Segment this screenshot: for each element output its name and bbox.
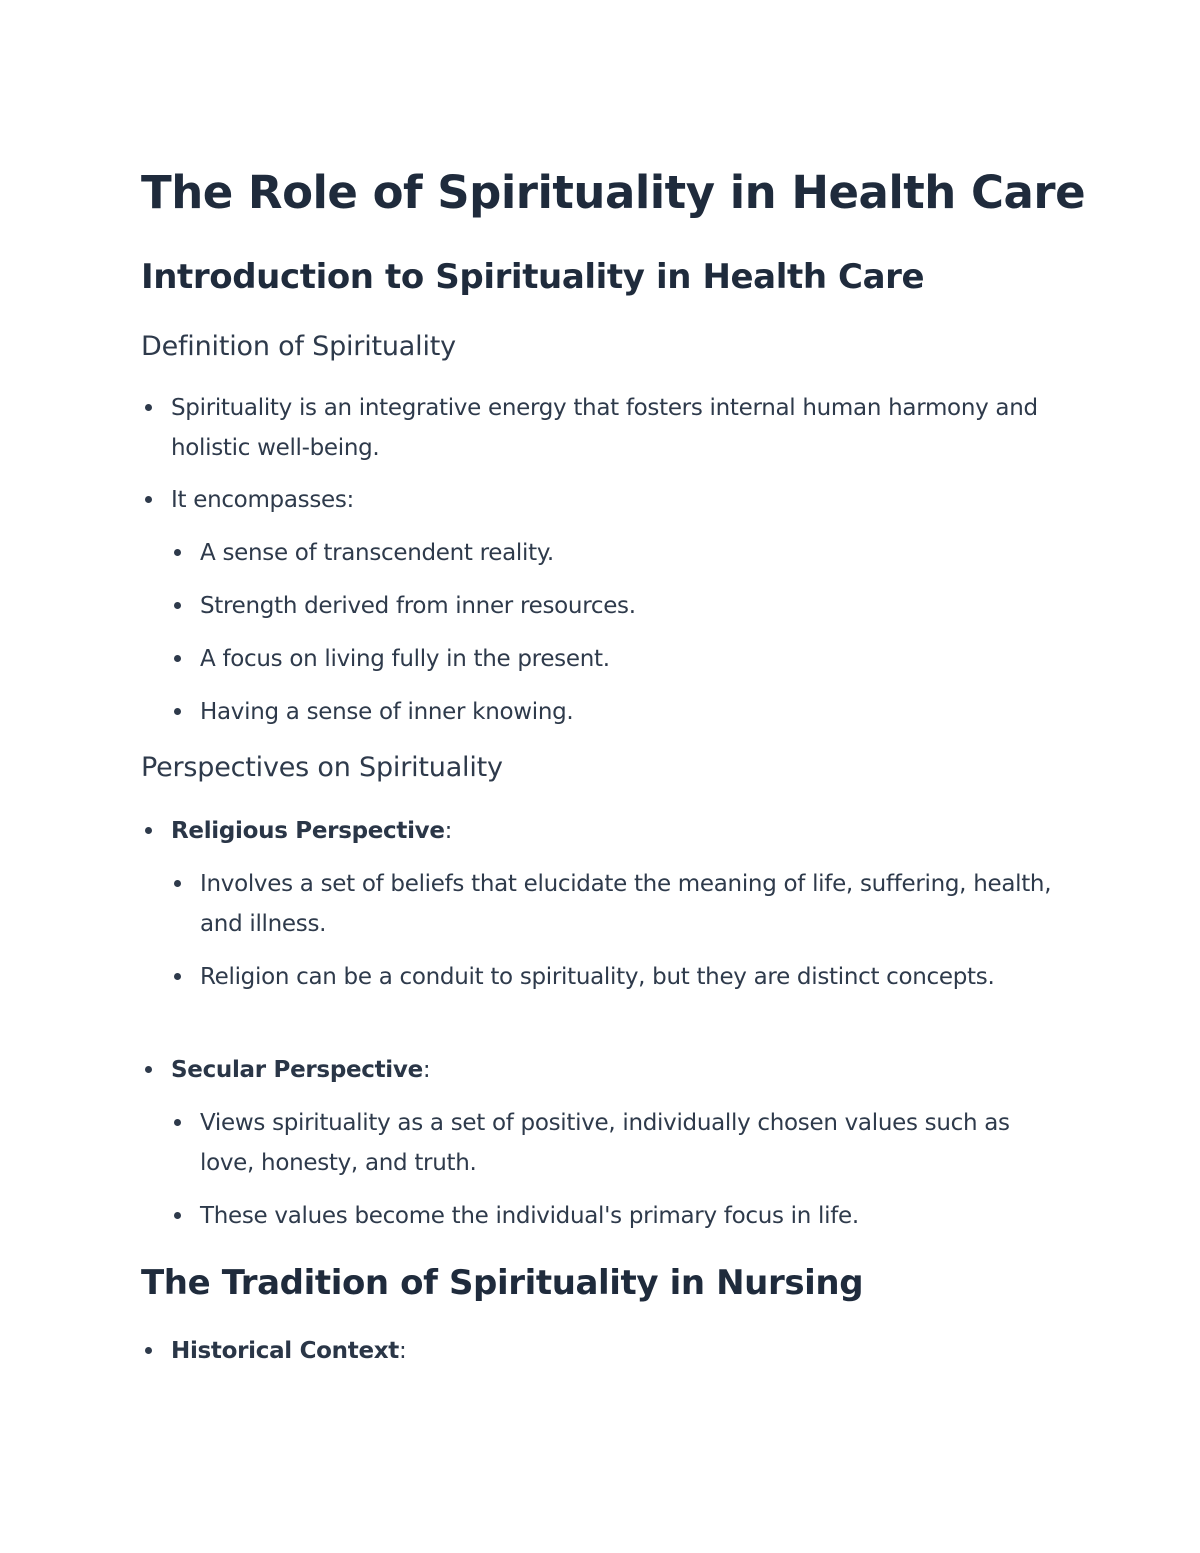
sub-list-item <box>200 692 1060 732</box>
list-item <box>171 388 1061 468</box>
bullet-icon <box>145 1347 152 1354</box>
bullet-icon <box>145 404 152 411</box>
list-item-text: A focus on living fully in the present. <box>200 646 610 672</box>
list-item <box>171 480 1061 520</box>
list-item-text: Involves a set of beliefs that elucidate the meaning of life, suffering, health, and illness. <box>200 871 1052 937</box>
bullet-icon <box>174 602 181 609</box>
bullet-icon <box>174 880 181 887</box>
list-item: Religious Perspective: <box>171 811 1061 851</box>
sub-list-item <box>200 1103 1060 1183</box>
bullet-icon <box>174 973 181 980</box>
list-item: Secular Perspective: <box>171 1050 1061 1090</box>
list-item-text: Religion can be a conduit to spirituality, but they are distinct concepts. <box>200 964 995 990</box>
subheading-definition: Definition of Spirituality <box>141 331 456 362</box>
list-item-text: Spirituality is an integrative energy that fosters internal human harmony and holistic well-being. <box>171 395 1038 461</box>
sub-list-item <box>200 533 1060 573</box>
religious-perspective-label: Religious Perspective <box>171 818 445 844</box>
bullet-icon <box>174 1212 181 1219</box>
sub-list-item <box>200 957 1060 997</box>
list-item-text: A sense of transcendent reality. <box>200 540 554 566</box>
bullet-icon <box>145 496 152 503</box>
list-item: Historical Context: <box>171 1331 1061 1371</box>
list-item-text: It encompasses: <box>171 487 355 513</box>
list-item-text: Having a sense of inner knowing. <box>200 699 574 725</box>
sub-list-item <box>200 864 1060 944</box>
section-heading-tradition: The Tradition of Spirituality in Nursing <box>141 1263 864 1303</box>
sub-list-item <box>200 586 1060 626</box>
bullet-icon <box>174 708 181 715</box>
section-heading-introduction: Introduction to Spirituality in Health Care <box>141 257 925 297</box>
bullet-icon <box>174 655 181 662</box>
sub-list-item <box>200 639 1060 679</box>
bullet-icon <box>174 549 181 556</box>
bullet-icon <box>145 827 152 834</box>
bullet-icon <box>174 1119 181 1126</box>
document-title: The Role of Spirituality in Health Care <box>141 166 1086 219</box>
sub-list-item <box>200 1196 1060 1236</box>
list-item-text: Views spirituality as a set of positive, individually chosen values such as love, honesty, and truth. <box>200 1110 1010 1176</box>
list-item-text: These values become the individual's primary focus in life. <box>200 1203 859 1229</box>
list-item-text: Strength derived from inner resources. <box>200 593 636 619</box>
historical-context-label: Historical Context <box>171 1338 399 1364</box>
bullet-icon <box>145 1066 152 1073</box>
subheading-perspectives: Perspectives on Spirituality <box>141 752 503 783</box>
secular-perspective-label: Secular Perspective <box>171 1057 423 1083</box>
